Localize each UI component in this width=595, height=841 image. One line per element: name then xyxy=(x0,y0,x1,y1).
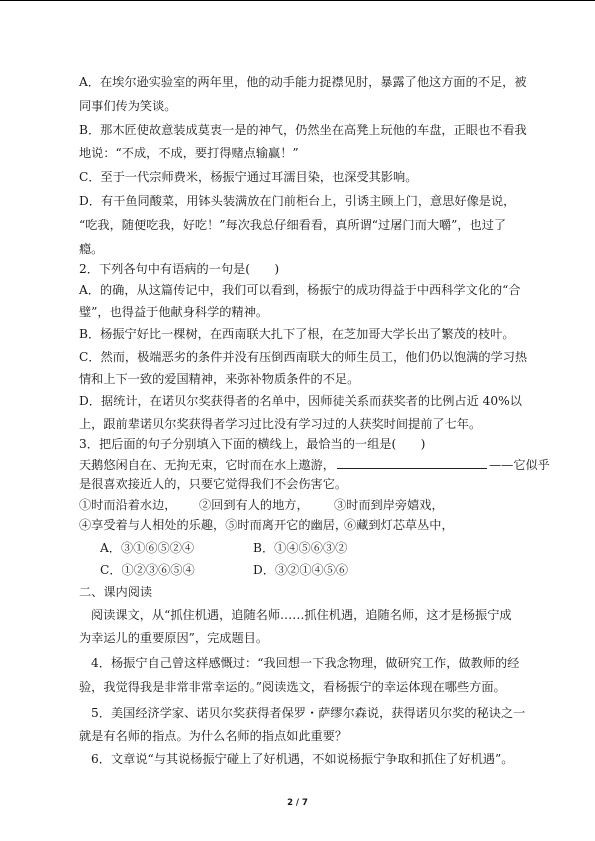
q2-option-a-line2: 璧”，也得益于他献身科学的精神。 xyxy=(79,305,269,319)
q3-option-1: ①时而沿着水边， xyxy=(79,498,177,512)
q3-option-3: ③时而到岸旁嬉戏， xyxy=(334,498,444,512)
q1-option-d-line2: “吃我，随便吃我，好吃！”每次我总仔细看看，真所谓“过屠门而大嚼”，也过了 xyxy=(79,218,507,232)
q2-stem: 2．下列各句中有语病的一句是( ) xyxy=(79,262,280,276)
q2-option-d-line1: D．据统计，在诺贝尔奖获得者的名单中，因师徒关系而获奖者的比例占近 40%以 xyxy=(79,394,522,408)
q1-option-a-line2: 同事们传为笑谈。 xyxy=(79,99,177,113)
q3-sentence-line2: 是很喜欢接近人的，只要它觉得我们不会伤害它。 xyxy=(79,477,348,491)
q3-choice-d: D．③②①④⑤⑥ xyxy=(253,563,349,577)
q3-option-6: ⑥藏到灯芯草丛中， xyxy=(344,518,454,532)
q5-line2: 就是有名师的指点。为什么名师的指点如此重要？ xyxy=(79,729,348,743)
reading-intro-line2: 为幸运儿的重要原因”，完成题目。 xyxy=(79,631,269,645)
q3-option-2: ②回到有人的地方， xyxy=(199,498,309,512)
q1-option-a-line1: A．在埃尔逊实验室的两年里，他的动手能力捉襟见肘，暴露了他这方面的不足，被 xyxy=(79,75,527,89)
q1-option-b-line1: B．那木匠使故意装成莫衷一是的神气，仍然坐在高凳上玩他的车盘，正眼也不看我 xyxy=(79,123,527,137)
q4-line2: 验，我觉得我是非常非常幸运的。”阅读选文，看杨振宁的幸运体现在哪些方面。 xyxy=(79,680,506,694)
q2-option-b: B．杨振宁好比一棵树，在西南联大扎下了根，在芝加哥大学长出了繁茂的枝叶。 xyxy=(79,327,515,341)
q2-option-c-line1: C．然而，极端恶劣的条件并没有压倒西南联大的师生员工，他们仍以饱满的学习热 xyxy=(79,350,528,364)
q3-option-4-5: ④享受着与人相处的乐趣，⑤时而离开它的幽居， xyxy=(79,518,348,532)
q4-line1: 4．杨振宁自己曾这样感慨过：“我回想一下我念物理，做研究工作，做教师的经 xyxy=(91,656,520,670)
page-top-rule xyxy=(0,0,595,1)
page-number: 2 / 7 xyxy=(287,798,308,808)
q1-option-b-line2: 地说：“不成，不成，要打得赌点输赢！” xyxy=(79,146,299,160)
q1-option-c: C．至于一代宗师费米，杨振宁通过耳濡目染，也深受其影响。 xyxy=(79,170,418,184)
q3-choice-b: B．①④⑤⑥③② xyxy=(253,541,348,555)
q3-stem: 3．把后面的句子分别填入下面的横线上，最恰当的一组是( ) xyxy=(79,437,426,451)
q2-option-d-line2: 上，跟前辈诺贝尔奖获得者学习过比没有学习过的人获奖时间提前了七年。 xyxy=(79,417,482,431)
q2-option-c-line2: 情和上下一致的爱国精神，来弥补物质条件的不足。 xyxy=(79,372,360,386)
q2-option-a-line1: A．的确，从这篇传记中，我们可以看到，杨振宁的成功得益于中西科学文化的“合 xyxy=(79,283,521,297)
q1-option-d-line1: D．有干鱼同酸菜，用钵头装满放在门前柜台上，引诱主顾上门，意思好像是说， xyxy=(79,194,516,208)
reading-intro-line1: 阅读课文，从“抓住机遇，追随名师……抓住机遇，追随名师，这才是杨振宁成 xyxy=(91,608,512,622)
q1-option-d-line3: 瘾。 xyxy=(79,242,104,256)
q3-sentence-line1 xyxy=(79,457,550,473)
q5-line1: 5．美国经济学家、诺贝尔奖获得者保罗・萨缪尔森说，获得诺贝尔奖的秘诀之一 xyxy=(91,706,526,720)
q3-choice-c: C．①②③⑥⑤④ xyxy=(100,563,195,577)
q3-choice-a: A．③①⑥⑤②④ xyxy=(100,541,195,555)
q6-line1: 6．文章说“与其说杨振宁碰上了好机遇，不如说杨振宁争取和抓住了好机遇”。 xyxy=(91,752,514,766)
q3-sentence-part1: 天鹅悠闲自在、无拘无束，它时而在水上遨游， xyxy=(79,458,335,472)
q3-answer-blank xyxy=(337,457,487,469)
section-title: 二、课内阅读 xyxy=(79,585,153,599)
q3-sentence-part2: ——它似乎 xyxy=(488,458,550,472)
